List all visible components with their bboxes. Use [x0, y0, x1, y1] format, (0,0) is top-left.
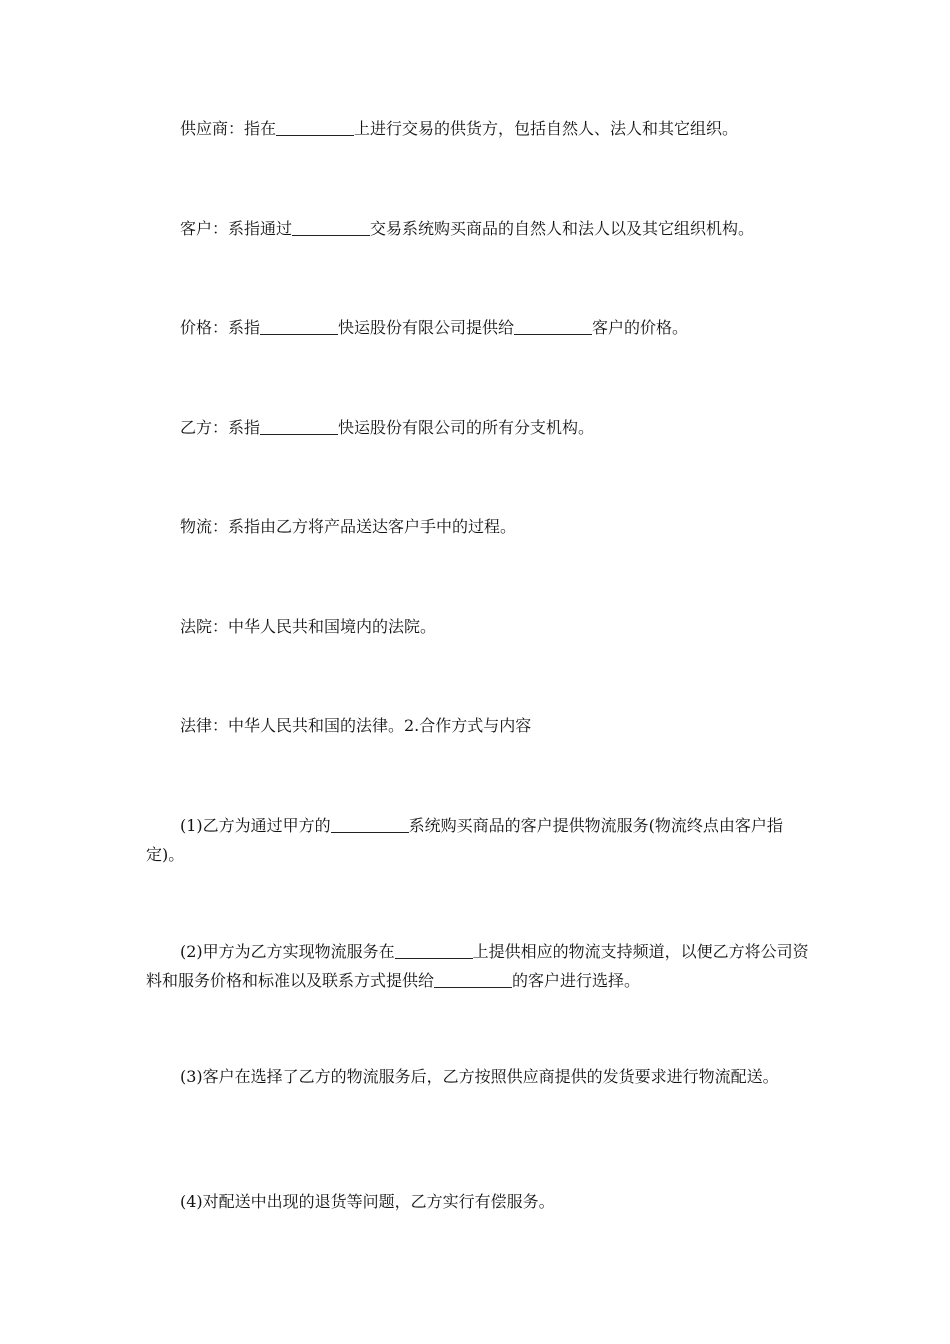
- clause-4: (4)对配送中出现的退货等问题，乙方实行有偿服务。: [180, 1192, 555, 1211]
- fill-blank: [260, 318, 338, 335]
- definition-logistics: 物流：系指由乙方将产品送达客户手中的过程。: [180, 517, 517, 536]
- fill-blank: [514, 318, 592, 335]
- definition-law: 法律：中华人民共和国的法律。2.合作方式与内容: [180, 716, 532, 735]
- fill-blank: [434, 971, 512, 988]
- fill-blank: [276, 119, 354, 136]
- fill-blank: [292, 219, 370, 236]
- clause-1: (1)乙方为通过甲方的 系统购买商品的客户提供物流服务(物流终点由客户指定)。: [146, 816, 783, 864]
- definition-supplier: 供应商：指在 上进行交易的供货方，包括自然人、法人和其它组织。: [180, 119, 739, 138]
- definition-price: 价格：系指 快运股份有限公司提供给 客户的价格。: [180, 318, 689, 337]
- definition-customer: 客户：系指通过 交易系统购买商品的自然人和法人以及其它组织机构。: [180, 219, 755, 238]
- fill-blank: [395, 942, 473, 959]
- clause-3: (3)客户在选择了乙方的物流服务后，乙方按照供应商提供的发货要求进行物流配送。: [180, 1067, 779, 1086]
- clause-2: (2)甲方为乙方实现物流服务在 上提供相应的物流支持频道，以便乙方将公司资料和服务价格和标准以及联系方式提供给 的客户进行选择。: [146, 942, 809, 990]
- fill-blank: [331, 816, 409, 833]
- definition-court: 法院：中华人民共和国境内的法院。: [180, 617, 437, 636]
- fill-blank: [260, 418, 338, 435]
- definition-party-b: 乙方：系指 快运股份有限公司的所有分支机构。: [180, 418, 595, 437]
